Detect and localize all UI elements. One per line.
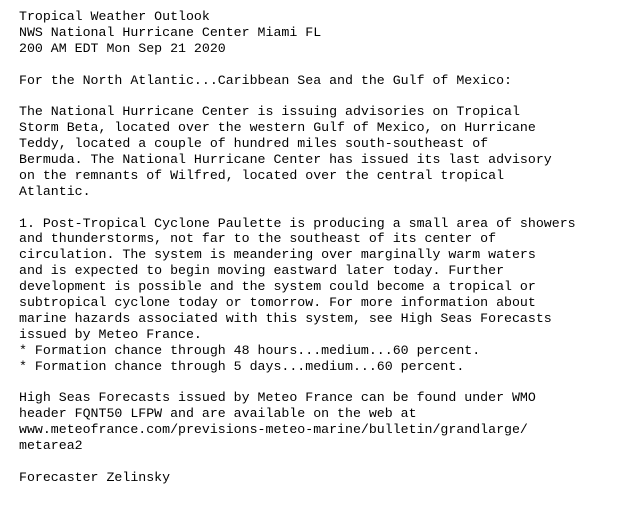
formation-chance-5day: * Formation chance through 5 days...medium...60 percent. — [19, 358, 465, 374]
spacer — [19, 200, 615, 216]
outlook-item-1 — [19, 216, 615, 375]
text-line: header FQNT50 LFPW and are available on the web at — [19, 406, 417, 422]
text-line: circulation. The system is meandering over marginally warm waters — [19, 247, 536, 263]
text-line: subtropical cyclone today or tomorrow. For more information about — [19, 295, 536, 311]
spacer — [19, 88, 615, 104]
issuing-office: NWS National Hurricane Center Miami FL — [19, 24, 322, 40]
high-seas-paragraph — [19, 390, 615, 454]
intro-paragraph — [19, 104, 615, 199]
text-line: Bermuda. The National Hurricane Center has issued its last advisory — [19, 152, 552, 168]
text-line: Storm Beta, located over the western Gulf of Mexico, on Hurricane — [19, 120, 536, 136]
text-line: The National Hurricane Center is issuing advisories on Tropical — [19, 104, 520, 120]
formation-chance-48h: * Formation chance through 48 hours...medium...60 percent. — [19, 342, 481, 358]
spacer — [19, 454, 615, 470]
forecaster-signature: Forecaster Zelinsky — [19, 469, 171, 485]
outlook-text-document — [19, 9, 615, 486]
high-seas-url-line: metarea2 — [19, 438, 83, 454]
text-line: issued by Meteo France. — [19, 326, 202, 342]
text-line: on the remnants of Wilfred, located over the central tropical — [19, 167, 505, 183]
text-line: marine hazards associated with this system, see High Seas Forecasts — [19, 310, 552, 326]
text-line: and is expected to begin moving eastward later today. Further — [19, 263, 505, 279]
text-line: and thunderstorms, not far to the southeast of its center of — [19, 231, 497, 247]
text-line: High Seas Forecasts issued by Meteo France can be found under WMO — [19, 390, 536, 406]
text-line: Teddy, located a couple of hundred miles south-southeast of — [19, 136, 489, 152]
spacer — [19, 57, 615, 73]
high-seas-url-line: www.meteofrance.com/previsions-meteo-marine/bulletin/grandlarge/ — [19, 422, 528, 438]
region-heading: For the North Atlantic...Caribbean Sea and the Gulf of Mexico: — [19, 72, 512, 88]
text-line: Atlantic. — [19, 183, 91, 199]
spacer — [19, 374, 615, 390]
text-line: 1. Post-Tropical Cyclone Paulette is producing a small area of showers — [19, 215, 576, 231]
text-line: development is possible and the system could become a tropical or — [19, 279, 536, 295]
document-title: Tropical Weather Outlook — [19, 9, 210, 24]
issue-time: 200 AM EDT Mon Sep 21 2020 — [19, 40, 226, 56]
